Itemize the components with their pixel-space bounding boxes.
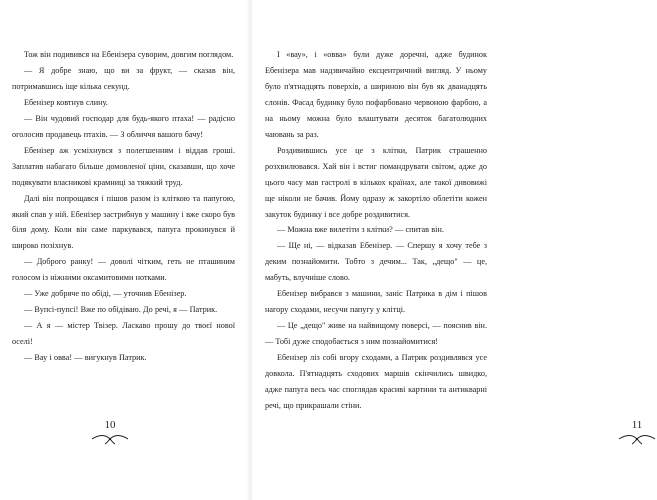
paragraph: — Він чудовий господар для будь-якого птаха! — радісно оголосив продавець птахів. — З обличчя вашого бачу! [12, 113, 235, 139]
paragraph: — Я добре знаю, що ви за фрукт, — сказав він, потримавшись іще кілька секунд. [12, 65, 235, 91]
paragraph: — Доброго ранку! — доволі чітким, геть не пташиним голосом із ніжними оксамитовими нотками. [12, 257, 235, 283]
paragraph: Ебенізер ліз собі вгору сходами, а Патрик роздивлявся усе довкола. П'ятнадцять сходових маршів скінчились швидко, адже папуга весь час споглядав красиві картини та антикварні речі, що прикрашали стіни. [265, 353, 487, 410]
feather-flourish-icon [90, 432, 130, 446]
page-number: 10 [104, 419, 116, 431]
paragraph: — Вупсі-пупсі! Вже по обідіваю. До речі, я — Патрик. [24, 305, 218, 315]
paragraph: Ебенізер вибрався з машини, заніс Патрика в дім і пішов нагору сходами, несучи папугу у клітці. [265, 289, 487, 315]
paragraph: — Можна вже вилетіти з клітки? — спитав він. [277, 225, 444, 235]
paragraph: — Це „дещо" живе на найвищому поверсі, — пояснив він. — Тобі дуже сподобається з ним познайомитися! [265, 321, 487, 347]
paragraph: Далі він попрощався і пішов разом із кліткою та папугою, який спав у ній. Ебенізер застрибнув у машину і вже скоро був біля дому. Коли він саме паркувався, папуга прокинувся й широко позіхнув. [12, 193, 235, 251]
paragraph: — Вау і овва! — вигукнув Патрик. [24, 353, 147, 363]
paragraph: Тож він подивився на Ебенізера суворим, довгим поглядом. [24, 50, 234, 59]
paragraph: І «вау», і «овва» були дуже доречні, адже будинок Ебенізера мав надзвичайно ексцентричний вигляд. У ньому було п'ятнадцять поверхів, а шириною він був як дванадцять слонів. Фасад будинку було пофарбовано червоною фарбою, а на ньому можна було влаштувати десяток багатолюдних чаювань за раз. [265, 50, 487, 139]
right-page-text [265, 47, 487, 414]
left-page [0, 0, 250, 500]
paragraph: — Уже добряче по обіді, — уточнив Ебенізер. [24, 289, 187, 299]
left-page-text [12, 47, 235, 366]
paragraph: — А я — містер Твізер. Ласкаво прошу до твоєї нової оселі! [12, 321, 235, 347]
feather-flourish-icon [617, 432, 657, 446]
paragraph: — Ще ні, — відказав Ебенізер. — Спершу я хочу тебе з деким познайомити. Тобто з дечим... Так, „дещо" — це, мабуть, влучніше слово. [265, 241, 487, 283]
paragraph: Роздивившись усе це з клітки, Патрик страшенно розхвилювався. Хай він і встиг помандрувати світом, адже до цього часу мав гастролі в кількох країнах, але такої дивовижі ще ніколи не бачив. Йому одразу ж закортіло облетіти кожен закуток будинку і все добре роздивитися. [265, 145, 487, 219]
paragraph: Ебенізер ковтнув слину. [24, 97, 108, 107]
paragraph: Ебенізер аж усміхнувся з полегшенням і віддав гроші. Заплатив набагато більше домовленої ціни, сказавши, що хоче подякувати власникові крамниці за тяжкий труд. [12, 145, 235, 187]
page-number: 11 [631, 419, 643, 431]
